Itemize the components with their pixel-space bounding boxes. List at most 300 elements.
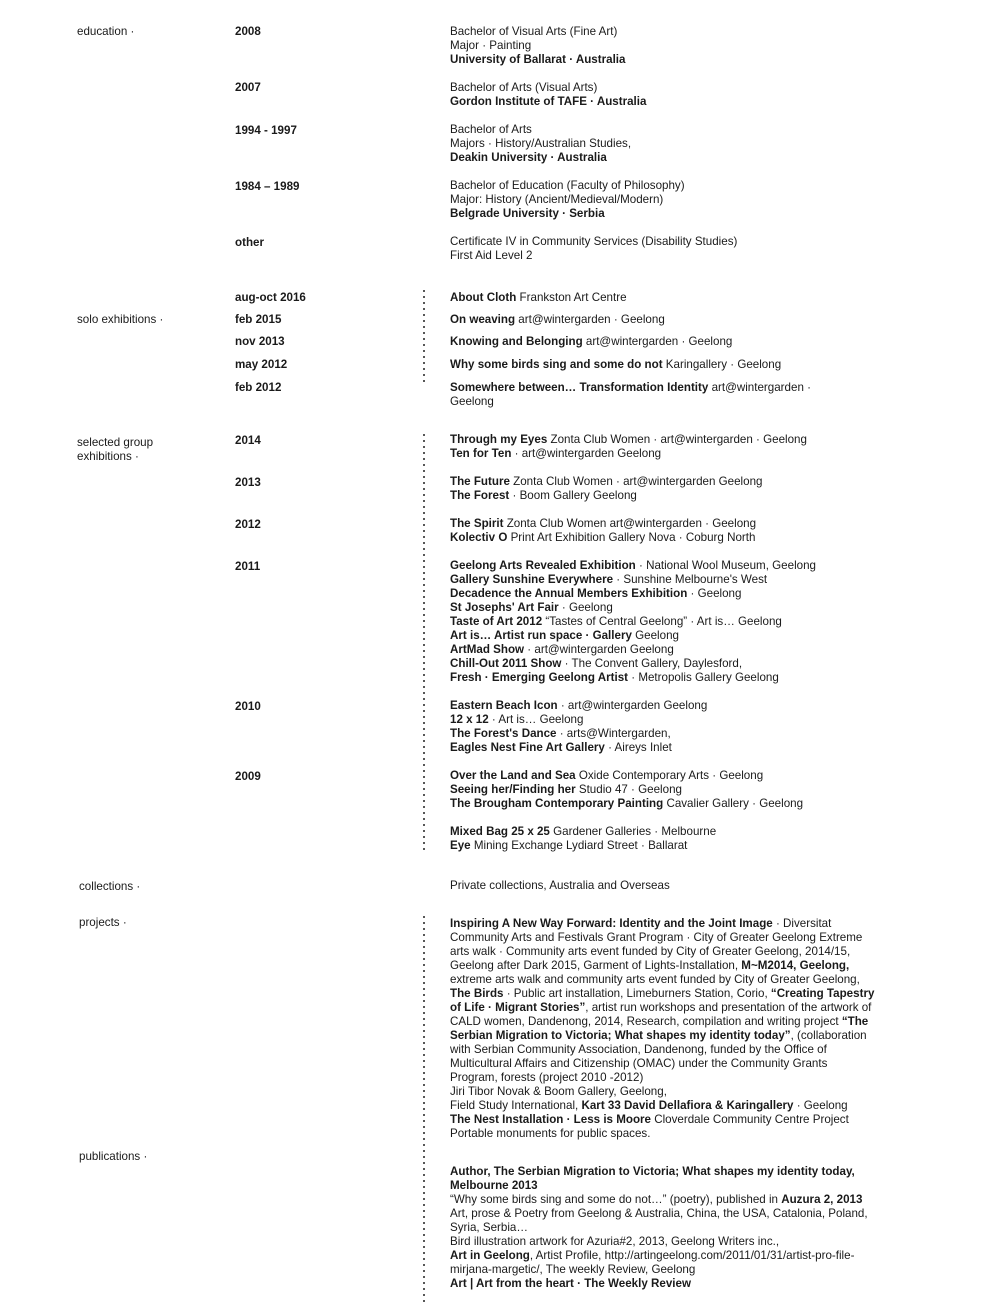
separator-dot	[423, 566, 425, 568]
separator-dot	[423, 518, 425, 520]
separator-dot	[423, 1066, 425, 1068]
solo-title: Knowing and Belonging	[450, 335, 583, 348]
group-entry	[450, 839, 716, 853]
separator-dot	[423, 692, 425, 694]
dotted-separator	[421, 434, 427, 852]
separator-dot	[423, 928, 425, 930]
bold-text: The Future	[450, 475, 510, 488]
bold-text: Geelong Arts Revealed Exhibition	[450, 559, 636, 572]
education-major: Major · Painting	[450, 39, 532, 52]
separator-dot	[423, 1054, 425, 1056]
solo-date: aug-oct 2016	[235, 291, 306, 304]
education-entry	[450, 123, 631, 165]
bold-text: Taste of Art 2012	[450, 615, 543, 628]
separator-dot	[423, 964, 425, 966]
solo-date: feb 2012	[235, 381, 282, 394]
group-year: 2010	[235, 700, 261, 713]
separator-dot	[423, 488, 425, 490]
text: Print Art Exhibition Gallery Nova · Coburg North	[507, 531, 756, 544]
separator-dot	[423, 776, 425, 778]
text: Cavalier Gallery · Geelong	[663, 797, 804, 810]
separator-dot	[423, 320, 425, 322]
bold-text: Seeing her/Finding her	[450, 783, 576, 796]
education-entry	[450, 179, 685, 221]
education-degree: Bachelor of Education (Faculty of Philosophy)	[450, 179, 685, 192]
text: Zonta Club Women · art@wintergarden Geelong	[509, 475, 763, 488]
separator-dot	[423, 362, 425, 364]
group-year-block	[450, 769, 803, 811]
separator-dot	[423, 1084, 425, 1086]
separator-dot	[423, 332, 425, 334]
separator-dot	[423, 1030, 425, 1032]
text: · Sunshine Melbourne's West	[613, 573, 768, 586]
solo-entry	[450, 335, 732, 349]
solo-title: On weaving	[450, 313, 516, 326]
bold-text: Decadence the Annual Members Exhibition	[450, 587, 688, 600]
dotted-separator	[421, 916, 427, 1304]
separator-dot	[423, 788, 425, 790]
solo-venue: art@wintergarden · Geelong	[515, 313, 665, 326]
section-label-group-line1: selected group	[77, 436, 154, 449]
separator-dot	[423, 1120, 425, 1122]
separator-dot	[423, 740, 425, 742]
solo-venue: art@wintergarden ·	[708, 381, 811, 394]
bold-text: The Brougham Contemporary Painting	[450, 797, 664, 810]
solo-title: About Cloth	[450, 291, 517, 304]
publication-entry	[450, 1193, 875, 1207]
text: Studio 47 · Geelong	[575, 783, 682, 796]
separator-dot	[423, 536, 425, 538]
separator-dot	[423, 1018, 425, 1020]
text: · Metropolis Gallery Geelong	[628, 671, 779, 684]
separator-dot	[423, 614, 425, 616]
education-year: 2008	[235, 25, 261, 38]
separator-dot	[423, 946, 425, 948]
separator-dot	[423, 976, 425, 978]
separator-dot	[423, 290, 425, 292]
separator-dot	[423, 1072, 425, 1074]
education-institution: University of Ballarat · Australia	[450, 53, 626, 66]
separator-dot	[423, 554, 425, 556]
separator-dot	[423, 800, 425, 802]
separator-dot	[423, 572, 425, 574]
separator-dot	[423, 1150, 425, 1152]
separator-dot	[423, 1174, 425, 1176]
separator-dot	[423, 632, 425, 634]
separator-dot	[423, 680, 425, 682]
separator-dot	[423, 710, 425, 712]
education-institution: Gordon Institute of TAFE · Australia	[450, 95, 647, 108]
publication-entry: Author, The Serbian Migration to Victoria; What shapes my identity today, Melbourne 2013	[450, 1165, 855, 1192]
group-entry	[450, 629, 816, 643]
separator-dot	[423, 1048, 425, 1050]
group-entry	[450, 447, 807, 461]
education-entry	[450, 235, 737, 263]
text: · Public art installation, Limeburners Station, Corio,	[503, 987, 771, 1000]
section-label-group-line2: exhibitions ·	[77, 450, 139, 463]
separator-dot	[423, 620, 425, 622]
separator-dot	[423, 1246, 425, 1248]
text: · Geelong	[558, 601, 613, 614]
separator-dot	[423, 982, 425, 984]
separator-dot	[423, 1126, 425, 1128]
bold-text: Art in Geelong	[450, 1249, 530, 1262]
separator-dot	[423, 476, 425, 478]
text: · Aireys Inlet	[604, 741, 672, 754]
separator-dot	[423, 350, 425, 352]
separator-dot	[423, 482, 425, 484]
separator-dot	[423, 970, 425, 972]
group-entry	[450, 615, 816, 629]
text: Portable monuments for public spaces.	[450, 1127, 651, 1140]
group-year: 2014	[235, 434, 261, 447]
group-entry	[450, 587, 816, 601]
separator-dot	[423, 650, 425, 652]
bold-text: The Birds	[450, 987, 504, 1000]
separator-dot	[423, 746, 425, 748]
text: · Diversitat Community Arts and Festivals Grant Program · City of Greater Geelong Extreme arts walk · Community arts event funded by City of Greater Geelong, 2014/15, Geelong after Dark 2015, Garment of Lights-Installation,	[450, 917, 863, 972]
bold-text: Eye	[450, 839, 471, 852]
separator-dot	[423, 458, 425, 460]
text-line	[450, 1099, 875, 1113]
solo-venue: art@wintergarden · Geelong	[582, 335, 733, 348]
education-degree: Bachelor of Arts	[450, 123, 532, 136]
group-year: 2012	[235, 518, 261, 531]
separator-dot	[423, 344, 425, 346]
separator-dot	[423, 764, 425, 766]
separator-dot	[423, 470, 425, 472]
bold-text: M~M2014, Geelong,	[741, 959, 850, 972]
separator-dot	[423, 698, 425, 700]
education-certificate: Certificate IV in Community Services (Disability Studies)	[450, 235, 738, 248]
group-entry	[450, 713, 707, 727]
solo-entry	[450, 358, 781, 372]
bold-text: The Nest Installation · Less is Moore	[450, 1113, 651, 1126]
separator-dot	[423, 1270, 425, 1272]
separator-dot	[423, 728, 425, 730]
separator-dot	[423, 542, 425, 544]
separator-dot	[423, 674, 425, 676]
bold-text: Eagles Nest Fine Art Gallery	[450, 741, 605, 754]
separator-dot	[423, 662, 425, 664]
bold-text: Art is… Artist run space · Gallery	[450, 629, 632, 642]
education-year: 1984 – 1989	[235, 180, 300, 193]
group-year-block	[450, 433, 807, 461]
solo-date: nov 2013	[235, 335, 285, 348]
group-entry	[450, 671, 816, 685]
group-entry	[450, 825, 716, 839]
separator-dot	[423, 1024, 425, 1026]
separator-dot	[423, 494, 425, 496]
separator-dot	[423, 434, 425, 436]
separator-dot	[423, 836, 425, 838]
separator-dot	[423, 952, 425, 954]
separator-dot	[423, 500, 425, 502]
bold-text: Through my Eyes	[450, 433, 548, 446]
separator-dot	[423, 302, 425, 304]
section-label-education: education ·	[77, 25, 135, 38]
text: · Geelong	[687, 587, 742, 600]
publication-entry: Art | Art from the heart · The Weekly Review	[450, 1277, 691, 1290]
bold-text: Kolectiv O	[450, 531, 508, 544]
separator-dot	[423, 506, 425, 508]
separator-dot	[423, 1300, 425, 1302]
education-year: 1994 - 1997	[235, 124, 297, 137]
separator-dot	[423, 934, 425, 936]
solo-entry	[450, 313, 665, 327]
separator-dot	[423, 1102, 425, 1104]
separator-dot	[423, 752, 425, 754]
education-degree: Bachelor of Arts (Visual Arts)	[450, 81, 598, 94]
text: Zonta Club Women · art@wintergarden · Geelong	[547, 433, 807, 446]
education-entry	[450, 25, 625, 67]
text: Cloverdale Community Centre Project	[651, 1113, 849, 1126]
separator-dot	[423, 940, 425, 942]
separator-dot	[423, 1276, 425, 1278]
group-entry	[450, 517, 756, 531]
group-entry	[450, 559, 816, 573]
separator-dot	[423, 530, 425, 532]
group-entry	[450, 531, 756, 545]
group-entry	[450, 741, 707, 755]
section-label-projects: projects ·	[79, 916, 127, 929]
dotted-separator	[421, 290, 427, 386]
bold-text: Over the Land and Sea	[450, 769, 576, 782]
text-line	[450, 381, 811, 395]
text: “Tastes of Central Geelong” · Art is… Geelong	[542, 615, 782, 628]
separator-dot	[423, 994, 425, 996]
group-entry	[450, 475, 762, 489]
separator-dot	[423, 296, 425, 298]
text: extreme arts walk and community arts event funded by City of Greater Geelong,	[450, 973, 860, 986]
separator-dot	[423, 1162, 425, 1164]
publication-entry	[450, 1249, 875, 1277]
separator-dot	[423, 512, 425, 514]
group-entry	[450, 797, 803, 811]
separator-dot	[423, 668, 425, 670]
separator-dot	[423, 770, 425, 772]
separator-dot	[423, 812, 425, 814]
bold-text: 12 x 12	[450, 713, 489, 726]
separator-dot	[423, 1210, 425, 1212]
separator-dot	[423, 380, 425, 382]
separator-dot	[423, 1096, 425, 1098]
separator-dot	[423, 440, 425, 442]
separator-dot	[423, 988, 425, 990]
section-label-group-exhibitions	[77, 436, 153, 464]
bold-text: Ten for Ten	[450, 447, 512, 460]
separator-dot	[423, 1060, 425, 1062]
group-entry	[450, 769, 803, 783]
separator-dot	[423, 1144, 425, 1146]
separator-dot	[423, 1156, 425, 1158]
publications-text	[450, 1165, 875, 1291]
separator-dot	[423, 1240, 425, 1242]
separator-dot	[423, 644, 425, 646]
text: · Geelong	[793, 1099, 848, 1112]
group-year-block	[450, 699, 707, 755]
separator-dot	[423, 1264, 425, 1266]
group-entry	[450, 727, 707, 741]
separator-dot	[423, 524, 425, 526]
group-entry	[450, 657, 816, 671]
solo-date: may 2012	[235, 358, 288, 371]
separator-dot	[423, 1216, 425, 1218]
collections-text: Private collections, Australia and Overseas	[450, 879, 670, 892]
solo-date: feb 2015	[235, 313, 282, 326]
text: · The Convent Gallery, Daylesford,	[561, 657, 743, 670]
bold-text: Mixed Bag 25 x 25	[450, 825, 550, 838]
education-major: Majors · History/Australian Studies,	[450, 137, 632, 150]
separator-dot	[423, 830, 425, 832]
separator-dot	[423, 958, 425, 960]
text: · Boom Gallery Geelong	[509, 489, 637, 502]
separator-dot	[423, 608, 425, 610]
text: · art@wintergarden Geelong	[557, 699, 708, 712]
separator-dot	[423, 1000, 425, 1002]
bold-text: “Creating Tapestry of Life · Migrant Stories”	[450, 987, 875, 1014]
group-year: 2009	[235, 770, 261, 783]
text: Jiri Tibor Novak & Boom Gallery, Geelong,	[450, 1085, 667, 1098]
text: · art@wintergarden Geelong	[511, 447, 662, 460]
solo-entry	[450, 381, 811, 409]
separator-dot	[423, 1186, 425, 1188]
separator-dot	[423, 548, 425, 550]
group-year-block	[450, 559, 816, 685]
separator-dot	[423, 356, 425, 358]
separator-dot	[423, 638, 425, 640]
group-entry	[450, 783, 803, 797]
group-year-block	[450, 825, 716, 853]
group-entry	[450, 699, 707, 713]
separator-dot	[423, 452, 425, 454]
bold-text: Gallery Sunshine Everywhere	[450, 573, 614, 586]
solo-title: Why some birds sing and some do not	[450, 358, 663, 371]
text: · National Wool Museum, Geelong	[635, 559, 816, 572]
text: Mining Exchange Lydiard Street · Ballarat	[470, 839, 688, 852]
separator-dot	[423, 1132, 425, 1134]
separator-dot	[423, 1006, 425, 1008]
separator-dot	[423, 818, 425, 820]
separator-dot	[423, 584, 425, 586]
bold-text: Kart 33 David Dellafiora & Karingallery	[581, 1099, 794, 1112]
group-entry	[450, 573, 816, 587]
group-entry	[450, 433, 807, 447]
group-year: 2011	[235, 560, 261, 573]
solo-venue: Karingallery · Geelong	[662, 358, 782, 371]
publication-entry: Bird illustration artwork for Azuria#2, 2013, Geelong Writers inc.,	[450, 1235, 780, 1248]
separator-dot	[423, 1036, 425, 1038]
separator-dot	[423, 308, 425, 310]
solo-entry	[450, 291, 627, 305]
bold-text: Auzura 2, 2013	[781, 1193, 863, 1206]
text: · art@wintergarden Geelong	[524, 643, 674, 656]
separator-dot	[423, 1138, 425, 1140]
text: Oxide Contemporary Arts · Geelong	[575, 769, 764, 782]
separator-dot	[423, 848, 425, 850]
separator-dot	[423, 716, 425, 718]
text: Zonta Club Women art@wintergarden · Geelong	[503, 517, 757, 530]
separator-dot	[423, 1078, 425, 1080]
group-entry	[450, 601, 816, 615]
text-line	[450, 1113, 875, 1127]
separator-dot	[423, 602, 425, 604]
text: , artist run workshops and presentation of the artwork of CALD women, Dandenong, 2014, Research, compilation and writing project	[450, 1001, 872, 1028]
solo-venue-cont: Geelong	[450, 395, 494, 408]
bold-text: The Forest	[450, 489, 510, 502]
separator-dot	[423, 1180, 425, 1182]
separator-dot	[423, 338, 425, 340]
separator-dot	[423, 1252, 425, 1254]
education-entry	[450, 81, 646, 109]
group-year-block	[450, 475, 762, 503]
separator-dot	[423, 1258, 425, 1260]
separator-dot	[423, 590, 425, 592]
separator-dot	[423, 1042, 425, 1044]
separator-dot	[423, 1282, 425, 1284]
separator-dot	[423, 1234, 425, 1236]
bold-text: Inspiring A New Way Forward: Identity and the Joint Image	[450, 917, 773, 930]
separator-dot	[423, 1222, 425, 1224]
bold-text: The Forest's Dance	[450, 727, 557, 740]
projects-text	[450, 917, 875, 1141]
separator-dot	[423, 368, 425, 370]
bold-text: St Josephs' Art Fair	[450, 601, 559, 614]
separator-dot	[423, 1204, 425, 1206]
text: · arts@Wintergarden,	[556, 727, 671, 740]
separator-dot	[423, 656, 425, 658]
separator-dot	[423, 1288, 425, 1290]
bold-text: “The Serbian Migration to Victoria; What shapes my identity today”	[450, 1015, 869, 1042]
separator-dot	[423, 806, 425, 808]
text: · Art is… Geelong	[488, 713, 584, 726]
separator-dot	[423, 446, 425, 448]
separator-dot	[423, 704, 425, 706]
separator-dot	[423, 1198, 425, 1200]
education-year: other	[235, 236, 264, 249]
separator-dot	[423, 1114, 425, 1116]
separator-dot	[423, 596, 425, 598]
separator-dot	[423, 824, 425, 826]
section-label-publications: publications ·	[79, 1150, 148, 1163]
separator-dot	[423, 464, 425, 466]
section-label-collections: collections ·	[79, 880, 141, 893]
separator-dot	[423, 1192, 425, 1194]
separator-dot	[423, 842, 425, 844]
education-institution: Belgrade University · Serbia	[450, 207, 605, 220]
text: Field Study International,	[450, 1099, 582, 1112]
solo-venue: Frankston Art Centre	[516, 291, 627, 304]
separator-dot	[423, 578, 425, 580]
education-institution: Deakin University · Australia	[450, 151, 607, 164]
solo-title: Somewhere between… Transformation Identity	[450, 381, 709, 394]
separator-dot	[423, 626, 425, 628]
bold-text: Fresh · Emerging Geelong Artist	[450, 671, 629, 684]
text: , (collaboration with Serbian Community Association, Dandenong, funded by the Office of Multicultural Affairs and Citizenship (OMAC) under the Community Grants Program, forests (project 2010 -2012)	[450, 1029, 867, 1084]
bold-text: ArtMad Show	[450, 643, 525, 656]
group-entry	[450, 489, 762, 503]
section-label-solo-exhibitions: solo exhibitions ·	[77, 313, 164, 326]
group-entry	[450, 643, 816, 657]
text: Geelong	[631, 629, 679, 642]
separator-dot	[423, 1108, 425, 1110]
separator-dot	[423, 314, 425, 316]
bold-text: The Spirit	[450, 517, 504, 530]
publication-entry: Art, prose & Poetry from Geelong & Australia, China, the USA, Catalonia, Poland, Syria, Serbia…	[450, 1207, 868, 1234]
separator-dot	[423, 758, 425, 760]
separator-dot	[423, 922, 425, 924]
text: Gardener Galleries · Melbourne	[549, 825, 717, 838]
